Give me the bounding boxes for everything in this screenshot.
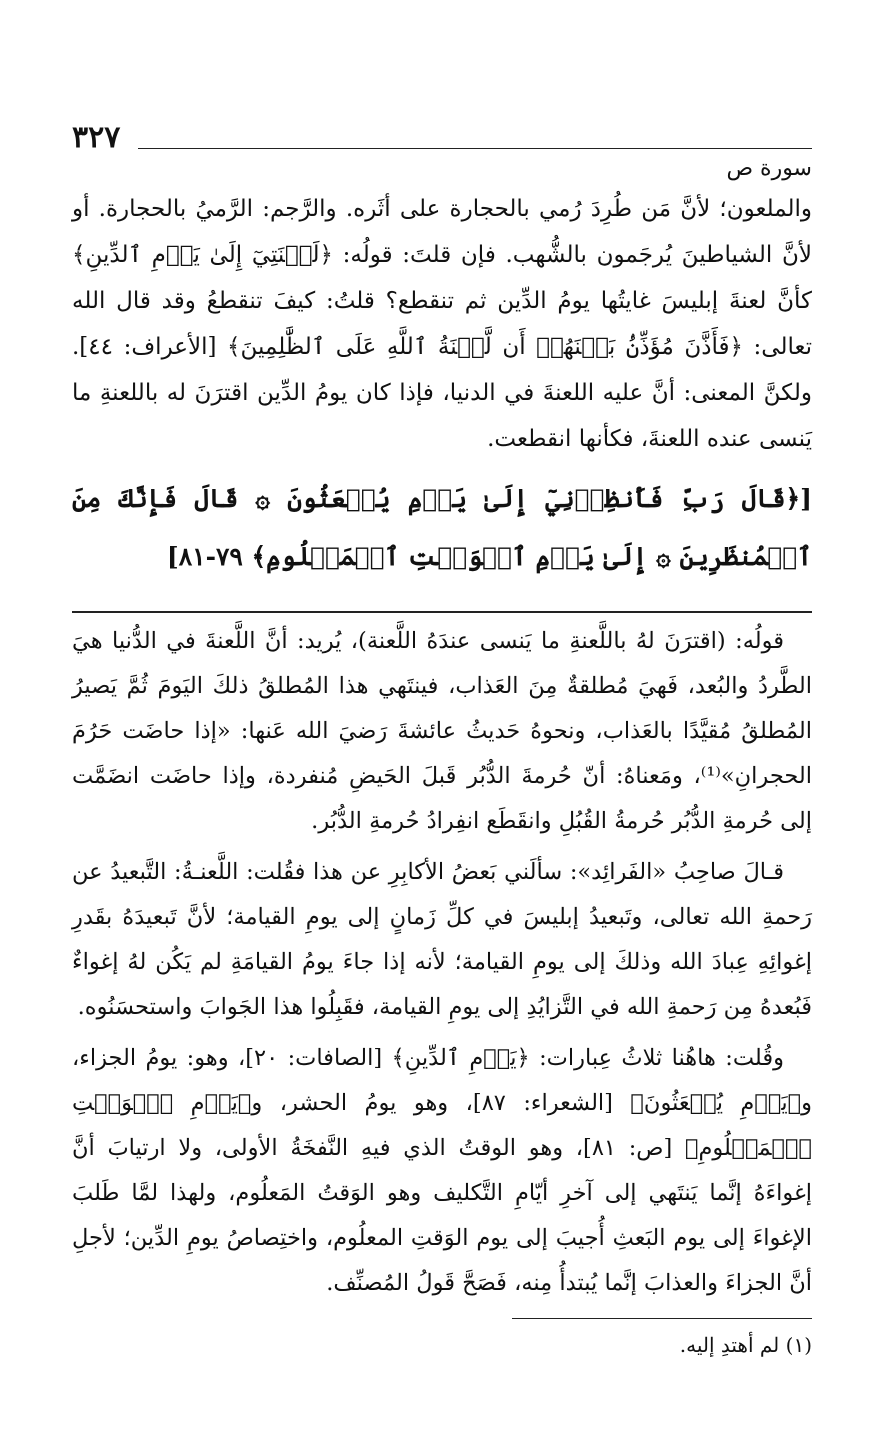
- book-page: [72, 110, 812, 1361]
- header-rule: [138, 148, 812, 149]
- page-number: ٣٢٧: [72, 120, 121, 155]
- commentary-paragraph: قولُه: (اقترَنَ لهُ باللَّعنةِ ما يَنسى عندَهُ اللَّعنة)، يُريد: أنَّ اللَّعنةَ في الدُّنيا هيَ الطَّردُ والبُعد، فَهيَ مُطلقةٌ مِنَ العَذاب، فينتَهي هذا المُطلقُ ذلكَ اليَومَ ثُمَّ يَصيرُ المُطلقُ مُقيَّدًا بالعَذاب، ونحوهُ حَديثُ عائشةَ رَضيَ الله عَنها: «إذا حاضَت حَرُمَ الحجرانِ»⁽¹⁾، ومَعناهُ: أنّ حُرمةَ الدُّبُر قَبلَ الحَيضِ مُنفردة، وإذا حاضَت انضَمَّت إلى حُرمةِ الدُّبُر حُرمةُ القُبُلِ وانقَطَع انفِرادُ حُرمةِ الدُّبُر.: [72, 628, 812, 834]
- footnote: (١) لم أهتدِ إليه.: [679, 1333, 812, 1357]
- quran-verse: [﴿قَالَ رَبِّ فَأَنظِرۡنِيٓ إِلَىٰ يَوۡمِ يُبۡعَثُونَ ۞ قَالَ فَإِنَّكَ مِنَ ٱلۡمُنظَرِينَ ۞ إِلَىٰ يَوۡمِ ٱلۡوَقۡتِ ٱلۡمَعۡلُومِ﴾ ٧٩-٨١]: [72, 484, 812, 571]
- commentary-paragraph: قـالَ صاحِبُ «الفَرائِد»: سألَني بَعضُ الأكابِرِ عن هذا فقُلت: اللَّعنـةُ: التَّبعيدُ عن رَحمةِ الله تعالى، وتَبعيدُ إبليسَ في كلِّ زَمانٍ إلى يومِ القيامة؛ لأنَّ تَبعيدَهُ بقَدرِ إغوائِهِ عِبادَ الله وذلكَ إلى يومِ القيامة؛ لأنه إذا جاءَ يومُ القيامَةِ لم يَكُن لهُ إغواءٌ فَبُعدهُ مِن رَحمةِ الله في التَّزايُدِ إلى يومِ القيامة، فقَبِلُوا هذا الجَوابَ واستحسَنُوه.: [72, 859, 812, 1020]
- footnote-divider: [512, 1318, 812, 1319]
- commentary-paragraph: وقُلت: هاهُنا ثلاثُ عِبارات: ﴿يَوۡمِ ٱلدِّينِ﴾ [الصافات: ٢٠]، وهو: يومُ الجزاء، و﴿يَوۡمِ يُبۡعَثُونَ﴾ [الشعراء: ٨٧]، وهو يومُ الحشر، و﴿يَوۡمِ ٱلۡوَقۡتِ ٱلۡمَعۡلُومِ﴾ [ص: ٨١]، وهو الوقتُ الذي فيهِ النَّفخَةُ الأولى، ولا ارتيابَ أنَّ إغواءَهُ إنَّما يَنتَهي إلى آخرِ أيّامِ التَّكليف وهو الوَقتُ المَعلُوم، ولهذا لمَّا طَلبَ الإغواءَ إلى يوم البَعثِ أُجيبَ إلى يوم الوَقتِ المعلُوم، واختِصاصُ يومِ الدِّين؛ لأجلِ أنَّ الجزاءَ والعذابَ إنَّما يُبتدأُ مِنه، فَصَحَّ قَولُ المُصنِّف.: [72, 1045, 812, 1296]
- running-header: [72, 110, 812, 182]
- surah-name: سورة ص: [726, 156, 812, 181]
- commentary: [72, 619, 812, 1306]
- main-text: والملعون؛ لأنَّ مَن طُرِدَ رُمي بالحجارة على أثَره. والرَّجم: الرَّميُ بالحجارة. أو لأنَّ الشياطينَ يُرجَمون بالشُّهب. فإن قلتَ: قولُه: ﴿لَعۡنَتِيٓ إِلَىٰ يَوۡمِ ٱلدِّينِ﴾ كأنَّ لعنةَ إبليسَ غايتُها يومُ الدِّين ثم تنقطع؟ قلتُ: كيفَ تنقطعُ وقد قال الله تعالى: ﴿فَأَذَّنَ مُؤَذِّنُۢ بَيۡنَهُمۡ أَن لَّعۡنَةُ ٱللَّهِ عَلَى ٱلظَّٰلِمِينَ﴾ [الأعراف: ٤٤]. ولكنَّ المعنى: أنَّ عليه اللعنةَ في الدنيا، فإذا كان يومُ الدِّين اقترَنَ له باللعنةِ ما يَنسى عنده اللعنةَ، فكأنها انقطعت.: [72, 196, 812, 452]
- section-divider: [72, 611, 812, 613]
